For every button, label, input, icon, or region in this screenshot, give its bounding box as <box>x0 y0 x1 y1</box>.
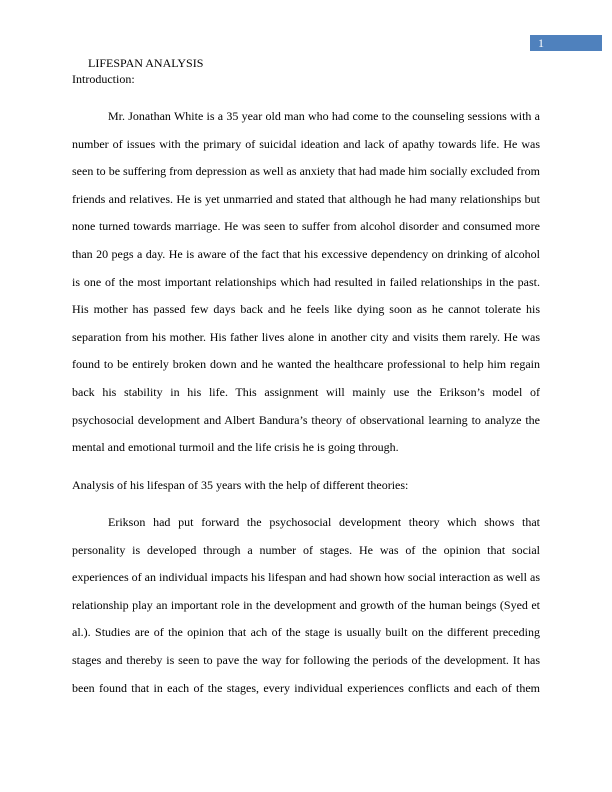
paragraph-line: stages and thereby is seen to pave the way for following the periods of the development. It has <box>72 652 540 667</box>
paragraph-line: seen to be suffering from depression as well as anxiety that had made him socially excluded from <box>72 164 540 179</box>
paragraph-line: back his stability in his life. This assignment will mainly use the Erikson’s model of <box>72 384 540 399</box>
analysis-heading: Analysis of his lifespan of 35 years with the help of different theories: <box>72 478 409 492</box>
paragraph-line: experiences of an individual impacts his lifespan and had shown how social interaction as well as <box>72 570 540 585</box>
paragraph-line: separation from his mother. His father lives alone in another city and visits them rarely. He was <box>72 329 540 344</box>
page-number-badge <box>530 35 602 51</box>
paragraph-line: relationship play an important role in the development and growth of the human beings (Syed et <box>72 597 540 612</box>
running-head: LIFESPAN ANALYSIS <box>88 56 204 70</box>
paragraph-line: found to be entirely broken down and he wanted the healthcare professional to help him regain <box>72 357 540 372</box>
page-number: 1 <box>538 36 544 50</box>
paragraph-line: al.). Studies are of the opinion that ach of the stage is usually built on the different preceding <box>72 625 540 640</box>
paragraph-line: personality is developed through a number of stages. He was of the opinion that social <box>72 542 540 557</box>
paragraph-line: friends and relatives. He is yet unmarried and stated that although he had many relationships but <box>72 191 540 206</box>
introduction-heading: Introduction: <box>72 72 135 86</box>
paragraph-line: number of issues with the primary of suicidal ideation and lack of apathy towards life. He was <box>72 136 540 151</box>
paragraph-line: Mr. Jonathan White is a 35 year old man who had come to the counseling sessions with a <box>108 109 540 123</box>
paragraph-line: His mother has passed few days back and he feels like dying soon as he cannot tolerate his <box>72 302 540 317</box>
analysis-paragraph <box>72 515 540 708</box>
paragraph-line: than 20 pegs a day. He is aware of the fact that his excessive dependency on drinking of alcohol <box>72 246 540 261</box>
paragraph-line: psychosocial development and Albert Bandura’s theory of observational learning to analyze the <box>72 412 540 427</box>
paragraph-line: none turned towards marriage. He was seen to suffer from alcohol disorder and consumed more <box>72 219 540 234</box>
paragraph-line: mental and emotional turmoil and the life crisis he is going through. <box>72 440 399 455</box>
paragraph-line: been found that in each of the stages, every individual experiences conflicts and each of them <box>72 680 540 695</box>
paragraph-line: is one of the most important relationships which had resulted in failed relationships in the past. <box>72 274 540 289</box>
introduction-paragraph <box>72 109 540 468</box>
paragraph-line: Erikson had put forward the psychosocial development theory which shows that <box>108 515 540 529</box>
